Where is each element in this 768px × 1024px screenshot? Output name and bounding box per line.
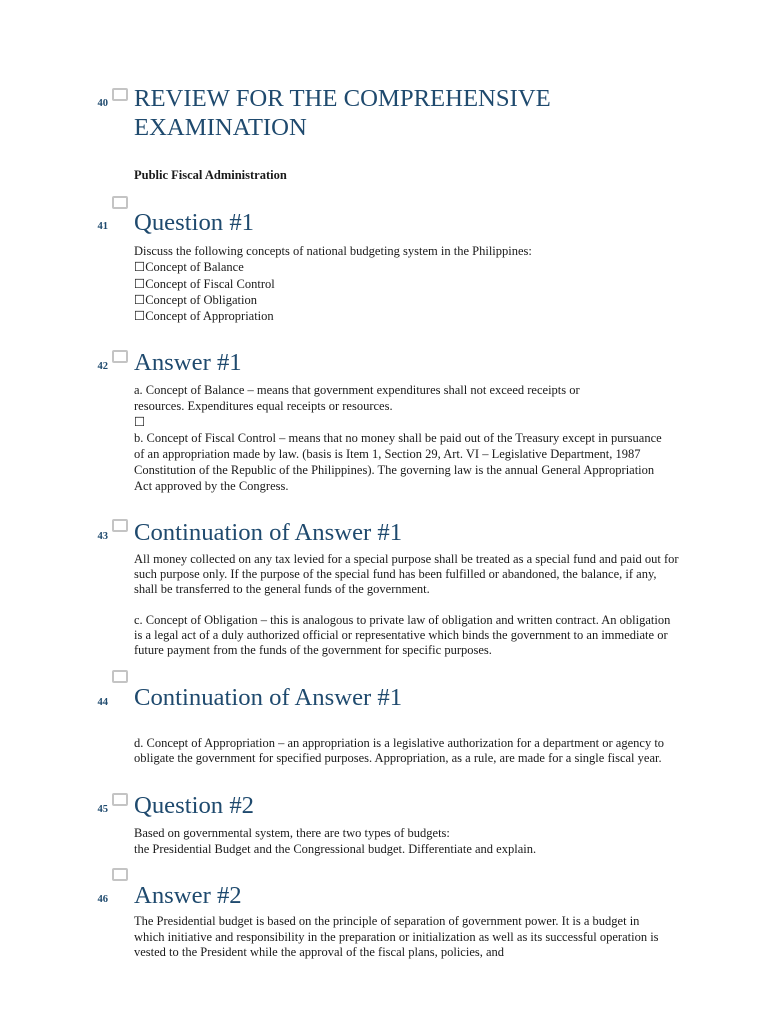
slide-placeholder-icon [112, 519, 128, 532]
checklist-item: ☐Concept of Appropriation [134, 309, 274, 323]
slide-placeholder-icon [112, 793, 128, 806]
slide-number: 46 [97, 894, 108, 905]
body-line: c. Concept of Obligation – this is analogous to private law of obligation and written contract. An obligation [134, 612, 671, 627]
body-line: is a legal act of a duly authorized official or representative which binds the government to an immediate or [134, 628, 668, 642]
paragraph [134, 825, 536, 857]
slide-body [134, 552, 679, 658]
slide-body [134, 825, 536, 857]
slide-title: Question #1 [134, 209, 255, 236]
slide-title: Answer #2 [134, 882, 242, 909]
body-line: Constitution of the Republic of the Philippines). The governing law is the annual General Appropriation [134, 463, 655, 477]
body-line: b. Concept of Fiscal Control – means that no money shall be paid out of the Treasury except in pursuance [134, 431, 662, 445]
paragraph [134, 736, 664, 766]
slide-number: 45 [97, 804, 108, 815]
slide-title: Question #2 [134, 792, 255, 819]
slide-number: 44 [97, 697, 108, 708]
body-line: Based on governmental system, there are two types of budgets: [134, 826, 450, 840]
body-line: the Presidential Budget and the Congressional budget. Differentiate and explain. [134, 842, 537, 856]
body-line: a. Concept of Balance – means that government expenditures shall not exceed receipts or [134, 383, 580, 397]
slide-title: Answer #1 [134, 349, 242, 376]
paragraph [134, 914, 659, 961]
body-line: vested to the President while the approval of the fiscal plans, policies, and [134, 945, 505, 959]
slide-number: 40 [97, 98, 108, 109]
slide-body [134, 382, 662, 494]
slide-title: Continuation of Answer #1 [134, 684, 403, 711]
body-line: d. Concept of Appropriation – an appropriation is a legislative authorization for a department or agency to [134, 736, 665, 750]
slide-placeholder-icon [112, 196, 128, 209]
slide-body [134, 736, 664, 766]
body-line: which initiative and responsibility in the preparation or initialization as well as its successful operation is [134, 929, 659, 944]
body-line: of an appropriation made by law. (basis is Item 1, Section 29, Art. VI – Legislative Department, 1987 [134, 447, 641, 461]
body-line: Act approved by the Congress. [134, 479, 289, 493]
slide-number: 42 [97, 361, 108, 372]
checklist-item: ☐Concept of Obligation [134, 292, 257, 307]
body-line: All money collected on any tax levied for a special purpose shall be treated as a special fund and paid out for [134, 552, 679, 566]
slide-title: Continuation of Answer #1 [134, 519, 403, 546]
body-line: future payment from the funds of the government for specific purposes. [134, 643, 492, 658]
slide-body [134, 243, 532, 324]
slide-body [134, 914, 659, 961]
slide-placeholder-icon [112, 350, 128, 363]
checklist-item: ☐Concept of Fiscal Control [134, 276, 275, 291]
slide-number: 41 [97, 221, 108, 232]
slide-placeholder-icon [112, 670, 128, 683]
slide-subtitle: Public Fiscal Administration [134, 168, 287, 182]
body-line: resources. Expenditures equal receipts or resources. [134, 399, 393, 413]
slide-placeholder-icon [112, 88, 128, 101]
body-line: Discuss the following concepts of national budgeting system in the Philippines: [134, 244, 532, 258]
body-line: such purpose only. If the purpose of the special fund has been fulfilled or abandoned, the balance, if any, [134, 567, 657, 582]
checklist-item: ☐Concept of Balance [134, 260, 244, 275]
body-line: obligate the government for specified purposes. Appropriation, as a rule, are made for a single fiscal year. [134, 751, 662, 765]
paragraph [134, 552, 679, 598]
body-line: shall be transferred to the general funds of the government. [134, 582, 430, 597]
paragraph [134, 243, 532, 324]
slide-title: REVIEW FOR THE COMPREHENSIVE EXAMINATION [134, 85, 551, 141]
checkbox-glyph-line: ☐ [134, 415, 146, 429]
paragraph [134, 613, 679, 659]
slide-placeholder-icon [112, 868, 128, 881]
body-line: The Presidential budget is based on the principle of separation of government power. It is a budget in [134, 914, 640, 928]
slide-number: 43 [97, 531, 108, 542]
paragraph [134, 382, 662, 494]
